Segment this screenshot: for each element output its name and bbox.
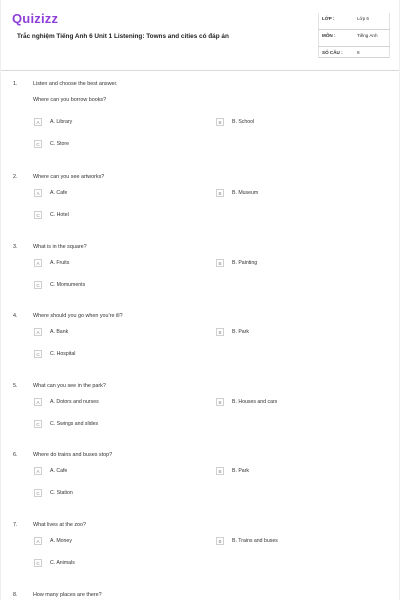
option-text: C. Hotel (50, 212, 69, 218)
question-text: What is in the square? (33, 243, 87, 250)
option-letter-box[interactable]: B (216, 328, 224, 336)
question-item (0, 163, 400, 233)
option-letter-box[interactable]: B (216, 118, 224, 126)
question-number: 3. (13, 243, 18, 250)
option-text: C. Swings and slides (50, 420, 99, 427)
question-text: What can you see in the park? (33, 382, 106, 389)
question-text: Where can you see artworks? (33, 174, 105, 180)
meta-value: Lớp 6 (357, 16, 369, 21)
page-title: Trắc nghiệm Tiếng Anh 6 Unit 1 Listening: Towns and cities có đáp án (17, 33, 229, 40)
option-letter-box[interactable]: B (216, 259, 224, 267)
option-text: A. Money (50, 537, 72, 544)
question-number: 8. (13, 591, 18, 598)
meta-value: Tiếng Anh (357, 33, 378, 38)
option-letter-box[interactable]: B (216, 189, 224, 197)
option-letter-box[interactable]: A (34, 328, 42, 336)
question-text: How many places are there? (33, 591, 102, 598)
meta-label: SỐ CÂU : (322, 50, 343, 55)
question-number: 6. (13, 452, 18, 459)
option-letter-box[interactable]: A (34, 259, 42, 267)
option-text: C. Animals (50, 559, 75, 566)
option-text: B. School (232, 119, 255, 125)
option-text: C. Momuments (50, 281, 86, 288)
question-number: 7. (13, 521, 18, 528)
question-text: Where do trains and buses stop? (33, 452, 113, 459)
meta-info (318, 13, 390, 63)
option-letter-box[interactable]: A (34, 467, 42, 475)
option-text: A. Cafe (50, 468, 68, 475)
option-text: B. Museum (232, 190, 259, 196)
question-number: 1. (13, 81, 18, 87)
question-item (0, 302, 400, 372)
option-text: C. Hospital (50, 351, 76, 358)
option-text: B. Trains and buses (232, 537, 278, 544)
option-letter-box[interactable]: C (34, 281, 42, 289)
option-letter-box[interactable]: C (34, 140, 42, 148)
option-letter-box[interactable]: C (34, 420, 42, 428)
question-subtext: Where can you borrow books? (33, 97, 107, 103)
question-text: Listen and choose the best answer. (33, 81, 118, 87)
meta-label: MÔN : (322, 33, 336, 38)
option-text: A. Bank (50, 329, 69, 336)
option-text: B. Park (232, 468, 250, 475)
question-item (0, 233, 400, 303)
option-letter-box[interactable]: C (34, 489, 42, 497)
question-number: 5. (13, 382, 18, 389)
question-item (0, 581, 400, 600)
option-letter-box[interactable]: A (34, 189, 42, 197)
meta-label: LỚP : (322, 16, 335, 21)
quizizz-logo[interactable]: Quizizz (12, 11, 59, 26)
meta-value: 8 (357, 50, 360, 55)
option-letter-box[interactable]: B (216, 398, 224, 406)
option-letter-box[interactable]: A (34, 118, 42, 126)
question-number: 2. (13, 174, 18, 180)
option-text: C. Station (50, 490, 73, 497)
meta-row-class (318, 13, 390, 30)
question-item (0, 70, 400, 163)
option-text: A. Dotors and nurses (50, 398, 99, 405)
option-text: B. Park (232, 329, 250, 336)
question-item (0, 441, 400, 511)
option-text: C. Store (50, 141, 70, 147)
option-text: A. Library (50, 119, 73, 125)
meta-row-subject (318, 30, 390, 47)
option-text: A. Cafe (50, 190, 68, 196)
option-letter-box[interactable]: B (216, 467, 224, 475)
worksheet-header (0, 0, 400, 71)
question-list (0, 70, 400, 600)
option-letter-box[interactable]: B (216, 537, 224, 545)
question-text: Where should you go when you’re ill? (33, 313, 123, 320)
question-text: What lives at the zoo? (33, 521, 87, 528)
meta-row-count (318, 47, 390, 63)
option-text: A. Fruits (50, 259, 70, 266)
question-item (0, 511, 400, 581)
option-text: B. Painting (232, 259, 258, 266)
option-letter-box[interactable]: A (34, 398, 42, 406)
question-number: 4. (13, 313, 18, 320)
option-letter-box[interactable]: C (34, 350, 42, 358)
option-letter-box[interactable]: C (34, 211, 42, 219)
option-letter-box[interactable]: C (34, 559, 42, 567)
option-text: B. Houses and cars (232, 398, 278, 405)
option-letter-box[interactable]: A (34, 537, 42, 545)
question-item (0, 372, 400, 442)
